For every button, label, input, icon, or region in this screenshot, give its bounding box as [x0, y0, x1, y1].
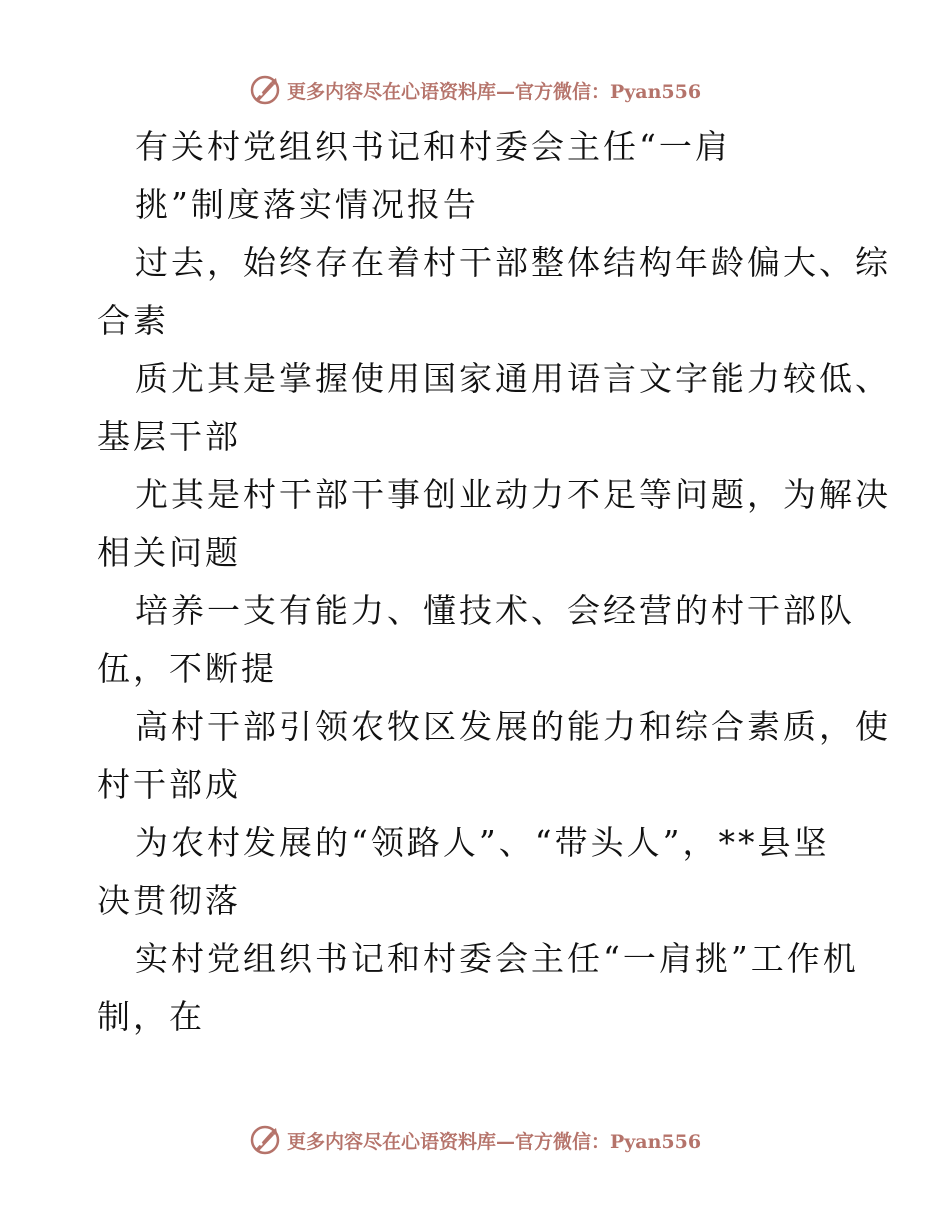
footer-watermark — [0, 1120, 950, 1160]
document-body — [97, 118, 891, 1046]
quill-pen-logo-icon — [249, 74, 281, 106]
title-line-2: 挑”制度落实情况报告 — [135, 185, 479, 224]
paragraph-line: 为农村发展的“领路人”、“带头人”，**县坚 — [135, 823, 830, 862]
paragraph-line: 制，在 — [97, 997, 205, 1036]
paragraph-line: 过去，始终存在着村干部整体结构年龄偏大、综 — [135, 243, 891, 282]
paragraph-line: 决贯彻落 — [97, 881, 241, 920]
paragraph-line: 尤其是村干部干事创业动力不足等问题，为解决 — [135, 475, 891, 514]
paragraph-line: 合素 — [97, 301, 169, 340]
quill-pen-logo-icon — [249, 1124, 281, 1156]
paragraph-line: 基层干部 — [97, 417, 241, 456]
header-watermark — [0, 70, 950, 110]
paragraph-line: 村干部成 — [97, 765, 241, 804]
title-line-1: 有关村党组织书记和村委会主任“一肩 — [135, 127, 731, 166]
paragraph-line: 相关问题 — [97, 533, 241, 572]
paragraph-line: 实村党组织书记和村委会主任“一肩挑”工作机 — [135, 939, 859, 978]
watermark-text: 更多内容尽在心语资料库—官方微信：Pyan556 — [286, 80, 702, 103]
paragraph-line: 高村干部引领农牧区发展的能力和综合素质，使 — [135, 707, 891, 746]
paragraph-line: 质尤其是掌握使用国家通用语言文字能力较低、 — [135, 359, 891, 398]
watermark-text: 更多内容尽在心语资料库—官方微信：Pyan556 — [286, 1130, 702, 1153]
paragraph-line: 伍，不断提 — [97, 649, 277, 688]
paragraph-line: 培养一支有能力、懂技术、会经营的村干部队 — [135, 591, 855, 630]
